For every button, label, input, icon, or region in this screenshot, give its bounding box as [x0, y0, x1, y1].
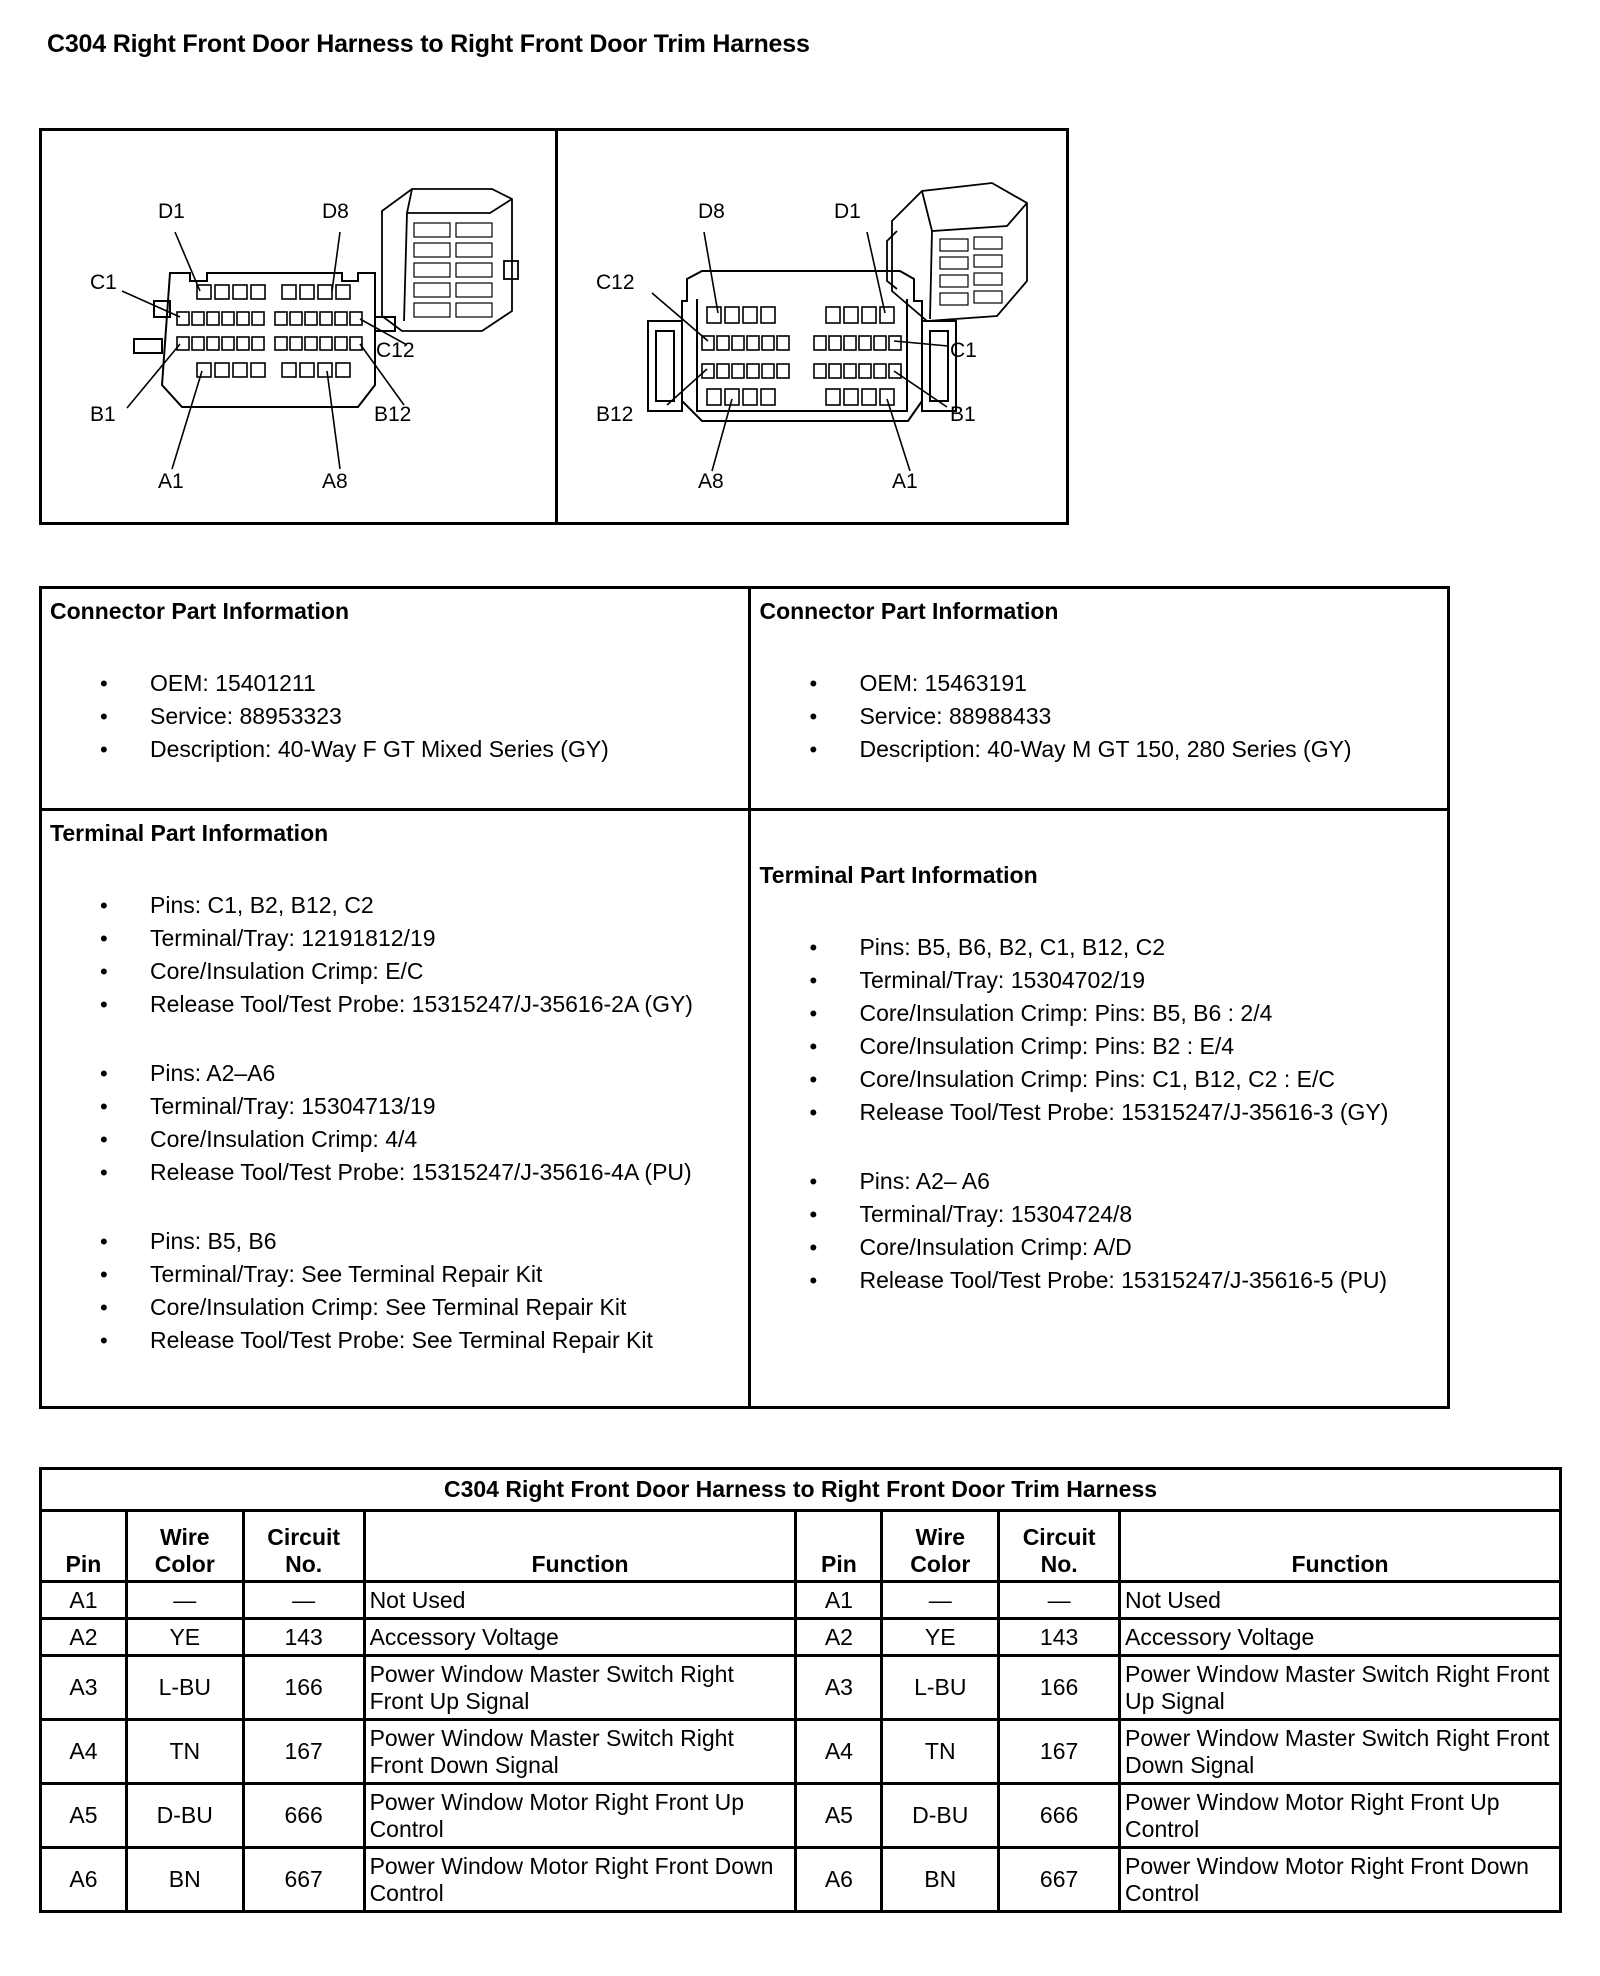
list-item: • Core/Insulation Crimp: Pins: C1, B12, C2 : E/C — [809, 1063, 1439, 1096]
cell-function: Power Window Motor Right Front Down Control — [1120, 1848, 1561, 1912]
label-d1-right: D1 — [834, 200, 861, 223]
header-text: Wire — [915, 1524, 966, 1550]
cell-wire-color: L-BU — [882, 1656, 999, 1720]
cell-circuit: 143 — [243, 1619, 364, 1656]
cell-circuit: 667 — [243, 1848, 364, 1912]
header-wire-color — [882, 1511, 999, 1582]
list-item: • Pins: A2– A6 — [809, 1165, 1439, 1198]
header-function: Function — [1120, 1511, 1561, 1582]
list-item: • Core/Insulation Crimp: See Terminal Repair Kit — [100, 1291, 740, 1324]
cell-function: Power Window Motor Right Front Down Control — [364, 1848, 796, 1912]
cell-wire-color: YE — [882, 1619, 999, 1656]
list-item: • Pins: B5, B6 — [100, 1225, 740, 1258]
list-item: • Terminal/Tray: 12191812/19 — [100, 922, 740, 955]
pinout-table — [39, 1467, 1562, 1913]
cell-pin: A4 — [796, 1720, 882, 1784]
list-item: • Pins: A2–A6 — [100, 1057, 740, 1090]
terminal-info-right — [750, 810, 1449, 1408]
list-item: • Core/Insulation Crimp: Pins: B2 : E/4 — [809, 1030, 1439, 1063]
cell-circuit: 166 — [999, 1656, 1120, 1720]
cell-wire-color: — — [882, 1582, 999, 1619]
right-connector-labels — [596, 200, 977, 493]
cell-circuit: — — [243, 1582, 364, 1619]
list-item: • Terminal/Tray: See Terminal Repair Kit — [100, 1258, 740, 1291]
connector-diagrams-svg — [42, 131, 1066, 522]
label-d8-right: D8 — [698, 200, 725, 223]
list-item: • Pins: C1, B2, B12, C2 — [100, 889, 740, 922]
connector-info-heading: Connector Part Information — [759, 598, 1059, 624]
cell-wire-color: BN — [882, 1848, 999, 1912]
header-text: Circuit — [267, 1524, 341, 1550]
cell-circuit: 167 — [999, 1720, 1120, 1784]
cell-function: Accessory Voltage — [1120, 1619, 1561, 1656]
connector-info-left — [41, 588, 750, 810]
cell-wire-color: L-BU — [126, 1656, 243, 1720]
label-b12-right: B12 — [596, 403, 634, 426]
list-item: • Service: 88988433 — [809, 700, 1439, 733]
cell-circuit: 167 — [243, 1720, 364, 1784]
pinout-header-row — [41, 1511, 1561, 1582]
left-connector-isometric — [382, 189, 518, 331]
terminal-group-3 — [50, 1225, 740, 1357]
table-row — [41, 1848, 1561, 1912]
header-text: Color — [154, 1551, 215, 1577]
header-function: Function — [364, 1511, 796, 1582]
table-row — [41, 1784, 1561, 1848]
spacer — [759, 892, 1439, 931]
cell-function: Power Window Master Switch Right Front Up Signal — [1120, 1656, 1561, 1720]
cell-pin: A3 — [796, 1656, 882, 1720]
header-text: No. — [285, 1551, 323, 1577]
cell-pin: A6 — [796, 1848, 882, 1912]
cell-function: Not Used — [364, 1582, 796, 1619]
cell-wire-color: TN — [126, 1720, 243, 1784]
list-item: • Service: 88953323 — [100, 700, 740, 733]
header-wire-color — [126, 1511, 243, 1582]
table-row — [41, 1619, 1561, 1656]
label-c12-left: C12 — [376, 339, 415, 362]
cell-pin: A5 — [796, 1784, 882, 1848]
list-item: • Release Tool/Test Probe: 15315247/J-35616-3 (GY) — [809, 1096, 1439, 1129]
cell-circuit: 166 — [243, 1656, 364, 1720]
label-a8-right: A8 — [698, 470, 724, 493]
label-b1-left: B1 — [90, 403, 116, 426]
cell-pin: A4 — [41, 1720, 127, 1784]
connector-info-list — [759, 667, 1439, 766]
list-item: • Release Tool/Test Probe: 15315247/J-35616-5 (PU) — [809, 1264, 1439, 1297]
cell-wire-color: YE — [126, 1619, 243, 1656]
header-pin: Pin — [796, 1511, 882, 1582]
spacer — [50, 850, 740, 889]
label-a1-right: A1 — [892, 470, 918, 493]
header-text: No. — [1040, 1551, 1078, 1577]
list-item: • Core/Insulation Crimp: 4/4 — [100, 1123, 740, 1156]
connector-diagram-panel — [39, 128, 1069, 525]
cell-pin: A2 — [41, 1619, 127, 1656]
cell-wire-color: D-BU — [882, 1784, 999, 1848]
list-item: • Terminal/Tray: 15304713/19 — [100, 1090, 740, 1123]
terminal-group-1 — [50, 889, 740, 1021]
header-text: Circuit — [1022, 1524, 1096, 1550]
cell-pin: A3 — [41, 1656, 127, 1720]
list-item: • Terminal/Tray: 15304702/19 — [809, 964, 1439, 997]
left-connector-face — [122, 232, 407, 469]
spacer — [759, 1129, 1439, 1165]
cell-wire-color: D-BU — [126, 1784, 243, 1848]
cell-pin: A2 — [796, 1619, 882, 1656]
spacer — [50, 628, 740, 667]
cell-pin: A1 — [41, 1582, 127, 1619]
cell-wire-color: TN — [882, 1720, 999, 1784]
cell-function: Power Window Master Switch Right Front Up Signal — [364, 1656, 796, 1720]
list-item: • Terminal/Tray: 15304724/8 — [809, 1198, 1439, 1231]
cell-circuit: — — [999, 1582, 1120, 1619]
cell-function: Not Used — [1120, 1582, 1561, 1619]
table-row — [41, 1656, 1561, 1720]
list-item: • Release Tool/Test Probe: See Terminal Repair Kit — [100, 1324, 740, 1357]
terminal-info-heading: Terminal Part Information — [759, 862, 1038, 888]
label-d1-left: D1 — [158, 200, 185, 223]
terminal-info-heading: Terminal Part Information — [50, 820, 329, 846]
cell-pin: A1 — [796, 1582, 882, 1619]
table-row — [41, 1582, 1561, 1619]
spacer — [759, 817, 1439, 859]
header-text: Color — [910, 1551, 971, 1577]
list-item: • Core/Insulation Crimp: A/D — [809, 1231, 1439, 1264]
cell-function: Power Window Motor Right Front Up Control — [1120, 1784, 1561, 1848]
label-c1-left: C1 — [90, 271, 117, 294]
list-item: • Release Tool/Test Probe: 15315247/J-35616-4A (PU) — [100, 1156, 740, 1189]
label-a8-left: A8 — [322, 470, 348, 493]
spacer — [50, 1189, 740, 1225]
header-pin: Pin — [41, 1511, 127, 1582]
list-item: • OEM: 15463191 — [809, 667, 1439, 700]
cell-circuit: 667 — [999, 1848, 1120, 1912]
header-text: Wire — [159, 1524, 210, 1550]
label-d8-left: D8 — [322, 200, 349, 223]
cell-function: Power Window Master Switch Right Front Down Signal — [1120, 1720, 1561, 1784]
cell-circuit: 666 — [243, 1784, 364, 1848]
label-b12-left: B12 — [374, 403, 412, 426]
part-information-table — [39, 586, 1450, 1409]
terminal-group-2 — [759, 1165, 1439, 1297]
cell-wire-color: BN — [126, 1848, 243, 1912]
terminal-group-2 — [50, 1057, 740, 1189]
cell-circuit: 143 — [999, 1619, 1120, 1656]
list-item: • OEM: 15401211 — [100, 667, 740, 700]
label-a1-left: A1 — [158, 470, 184, 493]
right-connector-face — [648, 232, 956, 471]
connector-info-list — [50, 667, 740, 766]
label-b1-right: B1 — [950, 403, 976, 426]
header-circuit-no — [243, 1511, 364, 1582]
page-title: C304 Right Front Door Harness to Right Front Door Trim Harness — [47, 30, 810, 58]
cell-function: Power Window Master Switch Right Front Down Signal — [364, 1720, 796, 1784]
list-item: • Description: 40-Way F GT Mixed Series (GY) — [100, 733, 740, 766]
cell-function: Power Window Motor Right Front Up Control — [364, 1784, 796, 1848]
list-item: • Description: 40-Way M GT 150, 280 Series (GY) — [809, 733, 1439, 766]
terminal-info-left — [41, 810, 750, 1408]
cell-wire-color: — — [126, 1582, 243, 1619]
label-c1-right: C1 — [950, 339, 977, 362]
list-item: • Pins: B5, B6, B2, C1, B12, C2 — [809, 931, 1439, 964]
connector-info-right — [750, 588, 1449, 810]
cell-function: Accessory Voltage — [364, 1619, 796, 1656]
list-item: • Release Tool/Test Probe: 15315247/J-35616-2A (GY) — [100, 988, 740, 1021]
pinout-table-title: C304 Right Front Door Harness to Right Front Door Trim Harness — [41, 1469, 1561, 1511]
connector-info-heading: Connector Part Information — [50, 598, 350, 624]
spacer — [50, 1021, 740, 1057]
cell-pin: A5 — [41, 1784, 127, 1848]
list-item: • Core/Insulation Crimp: E/C — [100, 955, 740, 988]
cell-circuit: 666 — [999, 1784, 1120, 1848]
cell-pin: A6 — [41, 1848, 127, 1912]
label-c12-right: C12 — [596, 271, 635, 294]
table-row — [41, 1720, 1561, 1784]
list-item: • Core/Insulation Crimp: Pins: B5, B6 : 2/4 — [809, 997, 1439, 1030]
header-circuit-no — [999, 1511, 1120, 1582]
spacer — [759, 628, 1439, 667]
terminal-group-1 — [759, 931, 1439, 1129]
